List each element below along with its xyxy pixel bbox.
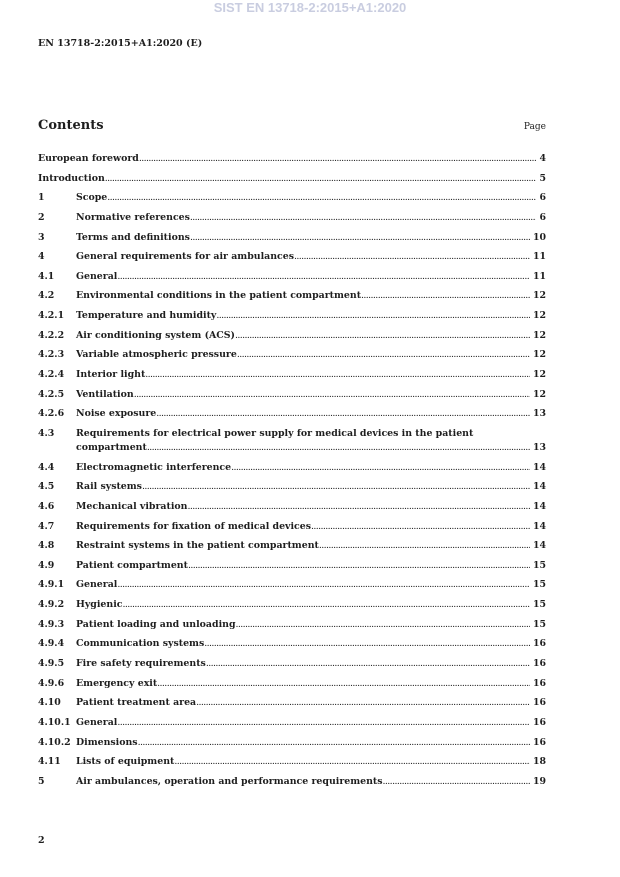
toc-entry-title: Requirements for fixation of medical devices xyxy=(76,520,311,532)
toc-entry-page: 12 xyxy=(532,369,546,381)
toc-entry-page: 14 xyxy=(532,520,546,532)
toc-entry-number: 4.7 xyxy=(38,520,55,532)
toc-entry-number: 5 xyxy=(38,775,45,787)
toc-dot-leader xyxy=(147,441,530,455)
toc-entry-number: 1 xyxy=(38,192,45,204)
toc-entry-title: Mechanical vibration xyxy=(76,500,188,512)
toc-entry[interactable] xyxy=(38,696,546,710)
toc-entry-page: 12 xyxy=(532,310,546,322)
toc-dot-leader xyxy=(311,520,530,534)
toc-entry[interactable] xyxy=(38,191,546,205)
toc-entry-number: 4.5 xyxy=(38,481,55,493)
toc-entry-title-continued: compartment xyxy=(76,441,147,453)
toc-dot-leader xyxy=(134,388,530,402)
toc-dot-leader xyxy=(174,755,530,769)
toc-entry-page: 19 xyxy=(532,775,546,787)
toc-entry-title: Scope xyxy=(76,192,108,204)
toc-entry-title: Dimensions xyxy=(76,736,138,748)
toc-entry[interactable] xyxy=(38,598,546,612)
toc-entry-page: 12 xyxy=(532,290,546,302)
toc-entry-page: 14 xyxy=(532,540,546,552)
toc-entry-number: 4.9.4 xyxy=(38,638,65,650)
toc-entry[interactable] xyxy=(38,270,546,284)
toc-entry-number: 4.2 xyxy=(38,290,55,302)
toc-entry[interactable] xyxy=(38,657,546,671)
toc-entry[interactable] xyxy=(38,716,546,730)
toc-entry[interactable] xyxy=(38,559,546,573)
toc-entry-title: General xyxy=(76,579,118,591)
toc-entry[interactable] xyxy=(38,250,546,264)
toc-entry-page: 13 xyxy=(532,441,546,453)
toc-entry-title: Emergency exit xyxy=(76,677,158,689)
toc-entry-number: 4.2.4 xyxy=(38,369,65,381)
toc-entry[interactable] xyxy=(38,152,546,166)
toc-entry[interactable] xyxy=(38,480,546,494)
toc-entry-number: 4.9 xyxy=(38,559,55,571)
toc-entry-title: Terms and definitions xyxy=(76,231,190,243)
toc-entry-page: 16 xyxy=(532,697,546,709)
toc-entry[interactable] xyxy=(38,520,546,534)
toc-dot-leader xyxy=(190,211,537,225)
toc-entry-title: Variable atmospheric pressure xyxy=(76,349,237,361)
toc-entry-title: Fire safety requirements xyxy=(76,658,206,670)
toc-entry-line xyxy=(76,427,546,441)
toc-dot-leader xyxy=(117,716,530,730)
toc-dot-leader xyxy=(206,657,530,671)
toc-entry[interactable] xyxy=(38,427,546,455)
toc-entry-page: 14 xyxy=(532,500,546,512)
toc-entry-number: 4.8 xyxy=(38,540,55,552)
toc-entry-number: 4.11 xyxy=(38,756,61,768)
toc-entry-page: 5 xyxy=(539,172,546,184)
toc-dot-leader xyxy=(138,736,530,750)
toc-dot-leader xyxy=(319,539,530,553)
toc-entry-number: 4.2.3 xyxy=(38,349,65,361)
toc-entry[interactable] xyxy=(38,348,546,362)
page-column-label: Page xyxy=(523,122,546,132)
toc-entry-page: 15 xyxy=(532,559,546,571)
toc-entry-page: 13 xyxy=(532,408,546,420)
contents-heading: Contents xyxy=(38,118,104,133)
toc-dot-leader xyxy=(196,696,530,710)
toc-dot-leader xyxy=(204,637,530,651)
toc-dot-leader xyxy=(187,500,529,514)
toc-entry-page: 11 xyxy=(532,251,546,263)
toc-entry-number: 4.9.2 xyxy=(38,599,65,611)
toc-entry[interactable] xyxy=(38,309,546,323)
toc-entry-number: 4.1 xyxy=(38,270,55,282)
toc-entry-page: 12 xyxy=(532,388,546,400)
toc-entry-title: Interior light xyxy=(76,369,146,381)
toc-dot-leader xyxy=(156,407,530,421)
toc-entry-page: 16 xyxy=(532,677,546,689)
toc-entry-title: Electromagnetic interference xyxy=(76,461,232,473)
toc-dot-leader xyxy=(190,231,530,245)
toc-dot-leader xyxy=(383,775,530,789)
toc-dot-leader xyxy=(122,598,529,612)
toc-entry-number: 3 xyxy=(38,231,45,243)
toc-entry-number: 4.2.1 xyxy=(38,310,65,322)
toc-entry[interactable] xyxy=(38,637,546,651)
toc-entry-title: Ventilation xyxy=(76,388,134,400)
toc-entry-title: General xyxy=(76,716,118,728)
toc-entry-page: 16 xyxy=(532,736,546,748)
toc-entry[interactable] xyxy=(38,736,546,750)
toc-entry-number: 4.3 xyxy=(38,427,55,439)
document-identifier: EN 13718-2:2015+A1:2020 (E) xyxy=(38,38,203,49)
toc-entry-line xyxy=(76,441,546,455)
toc-entry[interactable] xyxy=(38,539,546,553)
table-of-contents xyxy=(38,152,546,795)
toc-entry-title: European foreword xyxy=(38,153,139,164)
contents-header xyxy=(38,116,546,137)
toc-entry-number: 4.10 xyxy=(38,697,61,709)
toc-entry-title: Patient compartment xyxy=(76,559,188,571)
toc-entry-page: 12 xyxy=(532,349,546,361)
toc-entry-page: 12 xyxy=(532,329,546,341)
toc-entry-title: Temperature and humidity xyxy=(76,310,217,322)
toc-entry-number: 4.9.1 xyxy=(38,579,65,591)
toc-entry[interactable] xyxy=(38,677,546,691)
toc-entry[interactable] xyxy=(38,407,546,421)
toc-entry-page: 16 xyxy=(532,638,546,650)
page-number: 2 xyxy=(38,835,45,846)
toc-entry-number: 4.9.3 xyxy=(38,618,65,630)
toc-entry-number: 4.2.2 xyxy=(38,329,65,341)
toc-entry-title: Air ambulances, operation and performance requirements xyxy=(76,775,383,787)
toc-entry-number: 4 xyxy=(38,251,45,263)
toc-entry[interactable] xyxy=(38,368,546,382)
toc-entry[interactable] xyxy=(38,461,546,475)
toc-dot-leader xyxy=(231,461,530,475)
toc-entry-title: General requirements for air ambulances xyxy=(76,251,295,263)
toc-entry-page: 15 xyxy=(532,579,546,591)
toc-entry-number: 4.2.5 xyxy=(38,388,65,400)
toc-dot-leader xyxy=(139,152,537,166)
toc-entry-number: 4.2.6 xyxy=(38,408,65,420)
toc-entry-page: 6 xyxy=(539,211,546,223)
toc-dot-leader xyxy=(142,480,530,494)
toc-entry-page: 11 xyxy=(532,270,546,282)
toc-entry[interactable] xyxy=(38,211,546,225)
toc-entry[interactable] xyxy=(38,329,546,343)
toc-entry-number: 4.4 xyxy=(38,461,55,473)
toc-entry-page: 14 xyxy=(532,461,546,473)
toc-dot-leader xyxy=(236,618,530,632)
toc-entry-title: Noise exposure xyxy=(76,408,157,420)
toc-entry[interactable] xyxy=(38,388,546,402)
toc-entry-title: Patient loading and unloading xyxy=(76,618,236,630)
toc-entry-number: 4.9.5 xyxy=(38,658,65,670)
toc-entry-title: Requirements for electrical power supply for medical devices in the patient xyxy=(76,427,474,439)
toc-entry-body xyxy=(76,427,546,455)
toc-entry-page: 15 xyxy=(532,599,546,611)
toc-entry-title: Hygienic xyxy=(76,599,123,611)
toc-dot-leader xyxy=(117,270,530,284)
toc-entry-title: General xyxy=(76,270,118,282)
toc-entry-title: Communication systems xyxy=(76,638,205,650)
toc-entry-number: 4.9.6 xyxy=(38,677,65,689)
toc-dot-leader xyxy=(294,250,530,264)
toc-entry-title: Rail systems xyxy=(76,481,142,493)
toc-entry-title: Normative references xyxy=(76,211,190,223)
toc-entry[interactable] xyxy=(38,172,546,186)
toc-entry-page: 10 xyxy=(532,231,546,243)
toc-dot-leader xyxy=(145,368,530,382)
toc-dot-leader xyxy=(107,191,536,205)
watermark: SIST EN 13718-2:2015+A1:2020 xyxy=(213,0,407,15)
toc-entry[interactable] xyxy=(38,775,546,789)
toc-entry-page: 14 xyxy=(532,481,546,493)
toc-entry-title: Air conditioning system (ACS) xyxy=(76,329,235,341)
toc-entry-page: 16 xyxy=(532,658,546,670)
toc-entry[interactable] xyxy=(38,618,546,632)
toc-entry[interactable] xyxy=(38,755,546,769)
toc-entry-number: 2 xyxy=(38,211,45,223)
toc-entry-page: 6 xyxy=(539,192,546,204)
toc-entry-page: 4 xyxy=(539,153,546,164)
toc-dot-leader xyxy=(105,172,537,186)
toc-dot-leader xyxy=(235,329,530,343)
toc-entry-title: Restraint systems in the patient compartment xyxy=(76,540,319,552)
toc-dot-leader xyxy=(237,348,530,362)
toc-dot-leader xyxy=(216,309,530,323)
toc-entry[interactable] xyxy=(38,289,546,303)
toc-entry[interactable] xyxy=(38,231,546,245)
toc-entry-title: Introduction xyxy=(38,172,105,184)
toc-dot-leader xyxy=(157,677,530,691)
toc-entry[interactable] xyxy=(38,500,546,514)
toc-dot-leader xyxy=(361,289,530,303)
toc-entry-page: 18 xyxy=(532,756,546,768)
toc-entry-number: 4.10.1 xyxy=(38,716,71,728)
toc-entry-page: 15 xyxy=(532,618,546,630)
toc-entry-number: 4.10.2 xyxy=(38,736,71,748)
toc-entry-number: 4.6 xyxy=(38,500,55,512)
toc-entry-title: Environmental conditions in the patient compartment xyxy=(76,290,362,302)
toc-dot-leader xyxy=(188,559,530,573)
toc-entry-page: 16 xyxy=(532,716,546,728)
toc-entry-title: Patient treatment area xyxy=(76,697,197,709)
toc-dot-leader xyxy=(117,578,530,592)
toc-entry-title: Lists of equipment xyxy=(76,756,175,768)
toc-entry[interactable] xyxy=(38,578,546,592)
